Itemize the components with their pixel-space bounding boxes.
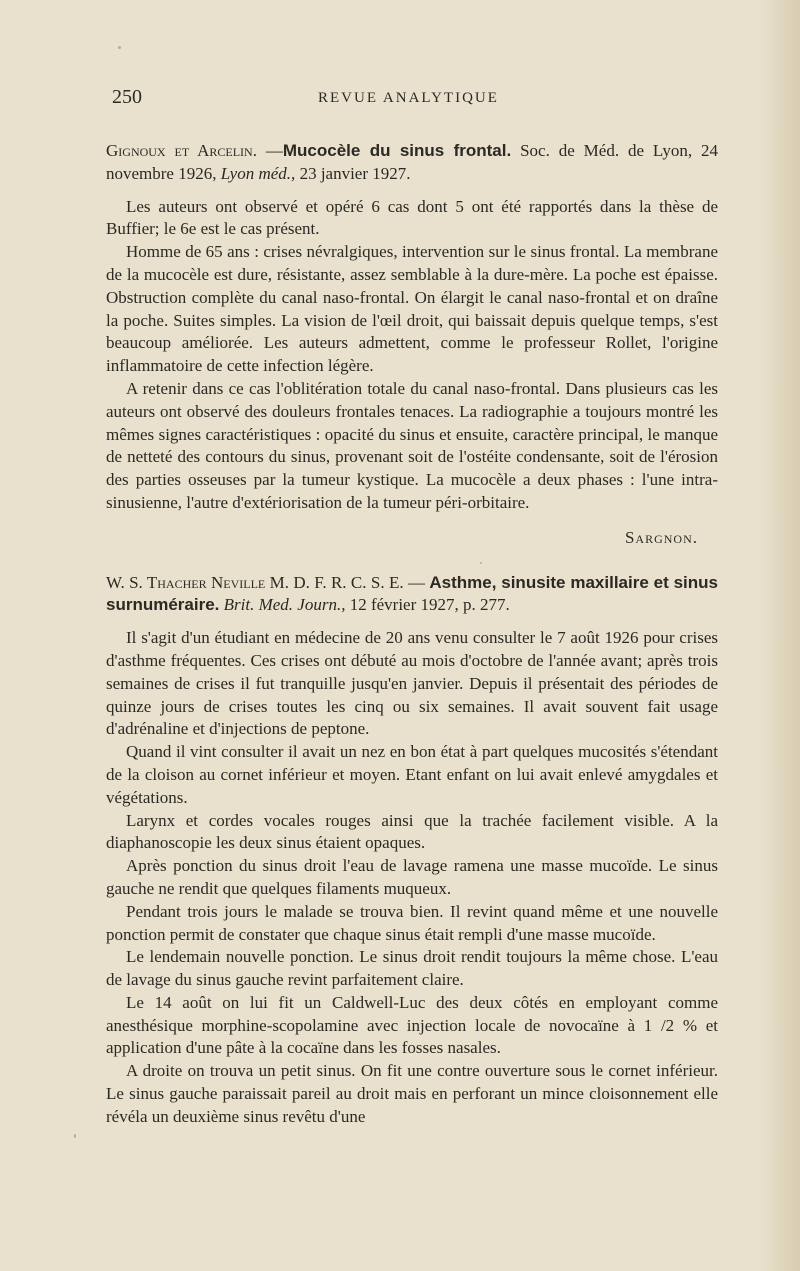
running-title: REVUE ANALYTIQUE [318,90,499,106]
article-2-paragraph: Pendant trois jours le malade se trouva bien. Il revint quand même et une nouvelle ponction permit de constater que chaque sinus était rempli d'une masse mucoïde. [106,901,718,944]
article-1-paragraph: Homme de 65 ans : crises névralgiques, intervention sur le sinus frontal. La membrane de la mucocèle est dure, résistante, assez semblable à la dure-mère. La poche est épaisse. Obstruction complète du canal naso-frontal. On élargit le canal naso-frontal et on draîne la poche. Suites simples. La vision de l'œil droit, qui baissait depuis quelque temps, s'est beaucoup améliorée. Les auteurs admettent, comme le professeur Rollet, l'origine inflammatoire de cette infection légère. [106,242,718,376]
spacer [106,550,718,572]
article-1-paragraph: A retenir dans ce cas l'oblitération totale du canal naso-frontal. Dans plusieurs cas les auteurs ont observé des douleurs frontales tenaces. La radiographie a toujours montré les mêmes signes caractéristiques : opacité du sinus et ensuite, caractère principal, le manque de netteté des contours du sinus, provenant soit de l'ostéite condensante, soit de l'érosion des parties osseuses par la tumeur kystique. La mucocèle a deux phases : l'une intra-sinusienne, l'autre d'extériorisation de la tumeur péri-orbitaire. [106,378,718,512]
article-2-journal: Brit. Med. Journ., [219,595,346,615]
article-2-paragraph: Le 14 août on lui fit un Caldwell-Luc des deux côtés en employant comme anesthésique morphine-scopolamine avec injection locale de novocaïne à 1 /2 % et application d'une pâte à la cocaïne dans les fosses nasales. [106,992,718,1058]
article-1-title: Mucocèle du sinus frontal. [282,141,512,160]
article-1-heading [106,140,718,186]
spacer [106,186,718,196]
article-1-authors: Gignoux et Arcelin. [106,141,257,160]
article-2-paragraph: Larynx et cordes vocales rouges ainsi que la trachée facilement visible. A la diaphanoscopie les deux sinus étaient opaques. [106,810,718,853]
article-2-dash: — [403,572,430,592]
article-2-title: Asthme, sinusite maxillaire et sinus surnuméraire. [106,572,718,615]
article-1-paragraph: Les auteurs ont observé et opéré 6 cas dont 5 ont été rapportés dans la thèse de Buffier; le 6e est le cas présent. [106,196,718,239]
article-2-paragraph: Après ponction du sinus droit l'eau de lavage ramena une masse mucoïde. Le sinus gauche ne rendit que quelques filaments muqueux. [106,856,718,898]
article-1-journal: Lyon méd., [220,163,296,183]
article-2-paragraph: Le lendemain nouvelle ponction. Le sinus droit rendit toujours la même chose. L'eau de lavage du sinus gauche revint parfaitement claire. [106,947,718,990]
article-1-dash: — [256,141,283,160]
page-header [112,86,712,116]
speck [118,46,121,49]
article-1-signature: Sargnon. [624,527,698,547]
article-2-heading [106,572,718,618]
article-1-source-a: Soc. de Méd. de Lyon, 24 novembre 1926, [106,141,718,183]
article-2-source: 12 février 1927, p. 277. [345,595,510,615]
speck [74,1134,76,1138]
article-1-source-b: 23 janvier 1927. [295,163,411,183]
article-2-authors: W. S. Thacher Neville M. D. F. R. C. S. E. [106,572,404,592]
page-edge-shadow [760,0,800,1271]
article-2-paragraph: Quand il vint consulter il avait un nez en bon état à part quelques mucosités s'étendant de la cloison au cornet inférieur et moyen. Etant enfant on lui avait enlevé amygdales et végétations. [106,742,718,807]
page-content [106,140,718,1129]
spacer [106,617,718,627]
page-number: 250 [112,86,142,108]
article-2-paragraph: A droite on trouva un petit sinus. On fit une contre ouverture sous le cornet inférieur. Le sinus gauche paraissait pareil au droit mais en perforant un mince cloisonnement elle révéla un deuxième sinus revêtu d'une [106,1061,718,1126]
article-2-paragraph: Il s'agit d'un étudiant en médecine de 20 ans venu consulter le 7 août 1926 pour crises d'asthme fréquentes. Ces crises ont débuté au mois d'octobre de l'année avant; après trois semaines de crises il fut tranquille jusqu'en janvier. Depuis il présentait des périodes de quinze jours de crises toutes les cinq ou six semaines. Il avait souvent fait usage d'adrénaline et d'injections de peptone. [106,628,718,739]
